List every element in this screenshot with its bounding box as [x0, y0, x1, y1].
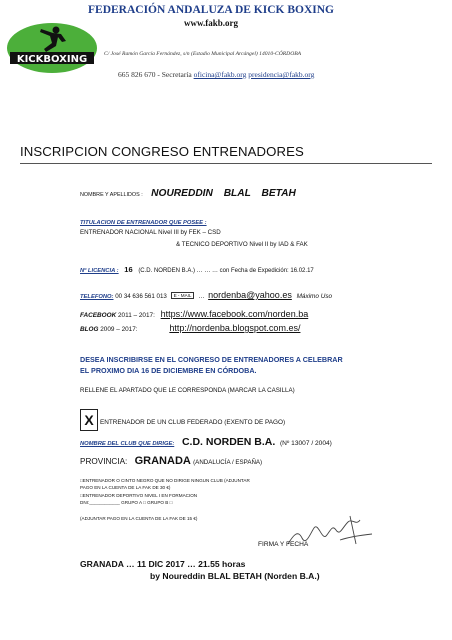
kickboxing-logo [6, 22, 98, 74]
address: C/ José Ramón García Fernández, s/n (Estadio Municipal Arcángel) 14010-CÓRDOBA [104, 51, 302, 57]
desea-line-2: EL PROXIMO DIA 16 DE DICIEMBRE EN CÓRDOBA. [80, 366, 257, 375]
other-options [80, 477, 250, 507]
federated-coach-label: ENTRENADOR DE UN CLUB FEDERADO (EXENTO DE PAGO) [100, 419, 286, 426]
club-number: (Nº 13007 / 2004) [279, 440, 332, 447]
club-label: NOMBRE DEL CLUB QUE DIRIGE: [80, 441, 175, 447]
facebook-years: 2011 – 2017: [118, 312, 155, 319]
contact-line [118, 70, 314, 79]
licencia-fecha: con Fecha de Expedición: 16.02.17 [219, 268, 314, 274]
provincia-note: (ANDALUCÍA / ESPAÑA) [193, 459, 263, 466]
option-1-line-1[interactable]: □ENTRENADOR O CINTO NEGRO QUE NO DIRIGE NINGUN CLUB (ADJUNTAR [80, 478, 250, 483]
blog-row [80, 323, 300, 333]
desea-line-1: DESEA INSCRIBIRSE EN EL CONGRESO DE ENTRENADORES A CELEBRAR [80, 355, 343, 364]
option-1-line-2: PAGO EN LA CUENTA DE LA FAK DE 30 €) [80, 485, 171, 491]
rellene-instruction: RELLENE EL APARTADO QUE LE CORRESPONDA (MARCAR LA CASILLA) [80, 387, 295, 394]
licencia-dots: … … … [196, 268, 218, 274]
licencia-number: 16 [124, 265, 133, 274]
organization-name: FEDERACIÓN ANDALUZA DE KICK BOXING [88, 4, 335, 16]
name-value: NOUREDDIN BLAL BETAH [151, 188, 296, 199]
provincia-label: PROVINCIA: [80, 457, 128, 466]
email-value[interactable]: nordenba@yahoo.es [208, 290, 292, 300]
firma-label: FIRMA Y FECHA [258, 541, 309, 548]
facebook-url[interactable]: https://www.facebook.com/norden.ba [160, 309, 309, 319]
blog-label: BLOG [80, 326, 99, 333]
titulacion-label-text: TITULACION DE ENTRENADOR QUE POSEE : [80, 220, 207, 226]
federated-coach-checkbox[interactable]: X [80, 409, 98, 431]
titulacion-line-1: ENTRENADOR NACIONAL Nivel III by FEK – CSD [80, 229, 221, 236]
email-office[interactable]: oficina@fakb.org [193, 70, 247, 79]
email-suffix: Máximo Uso [296, 293, 333, 300]
telefono-row [80, 290, 332, 300]
option-2[interactable]: □ENTRENADOR DEPORTIVO NIVEL I EN FORMACION [80, 492, 198, 498]
title-divider [20, 163, 432, 164]
licencia-club: (C.D. NORDEN B.A.) [138, 268, 195, 274]
logo-text: KICKBOXING [16, 54, 88, 65]
titulacion-line-2: & TECNICO DEPORTIVO Nivel II by IAD & FAK [176, 241, 308, 248]
blog-years: 2009 – 2017: [100, 326, 138, 333]
telefono-value: 00 34 636 561 013 [115, 293, 167, 300]
option-2-dni: DNI:____________ GRUPO A □ GRUPO B □ [80, 500, 173, 506]
email-presidency[interactable]: presidencia@fakb.org [248, 70, 315, 79]
name-label: NOMBRE Y APELLIDOS : [80, 192, 143, 198]
titulacion-label [80, 211, 207, 229]
granada-date-line: GRANADA … 11 DIC 2017 … 21.55 horas [80, 559, 246, 569]
telefono-label: TELEFONO: [80, 294, 114, 300]
email-box-label: E - MAIL [171, 292, 195, 299]
adjuntar-note: (ADJUNTAR PAGO EN LA CUENTA DE LA FAK DE 15 €) [80, 516, 198, 521]
website[interactable]: www.fakb.org [184, 18, 239, 28]
club-row [80, 436, 332, 448]
facebook-row [80, 309, 308, 319]
provincia-value: GRANADA [134, 455, 191, 467]
club-value: C.D. NORDEN B.A. [181, 436, 276, 448]
email-dots: … [198, 293, 205, 300]
desea-text [80, 354, 343, 376]
phone-secretary: 665 826 670 - Secretaría [118, 70, 192, 79]
licencia-label: Nº LICENCIA : [80, 268, 119, 274]
facebook-label: FACEBOOK [80, 312, 117, 319]
licencia-row [80, 265, 314, 274]
name-row [80, 183, 296, 201]
document-title: INSCRIPCION CONGRESO ENTRENADORES [20, 144, 304, 159]
provincia-row [80, 455, 262, 467]
signed-by-line: by Noureddin BLAL BETAH (Norden B.A.) [150, 571, 320, 581]
blog-url[interactable]: http://nordenba.blogspot.com.es/ [169, 323, 301, 333]
